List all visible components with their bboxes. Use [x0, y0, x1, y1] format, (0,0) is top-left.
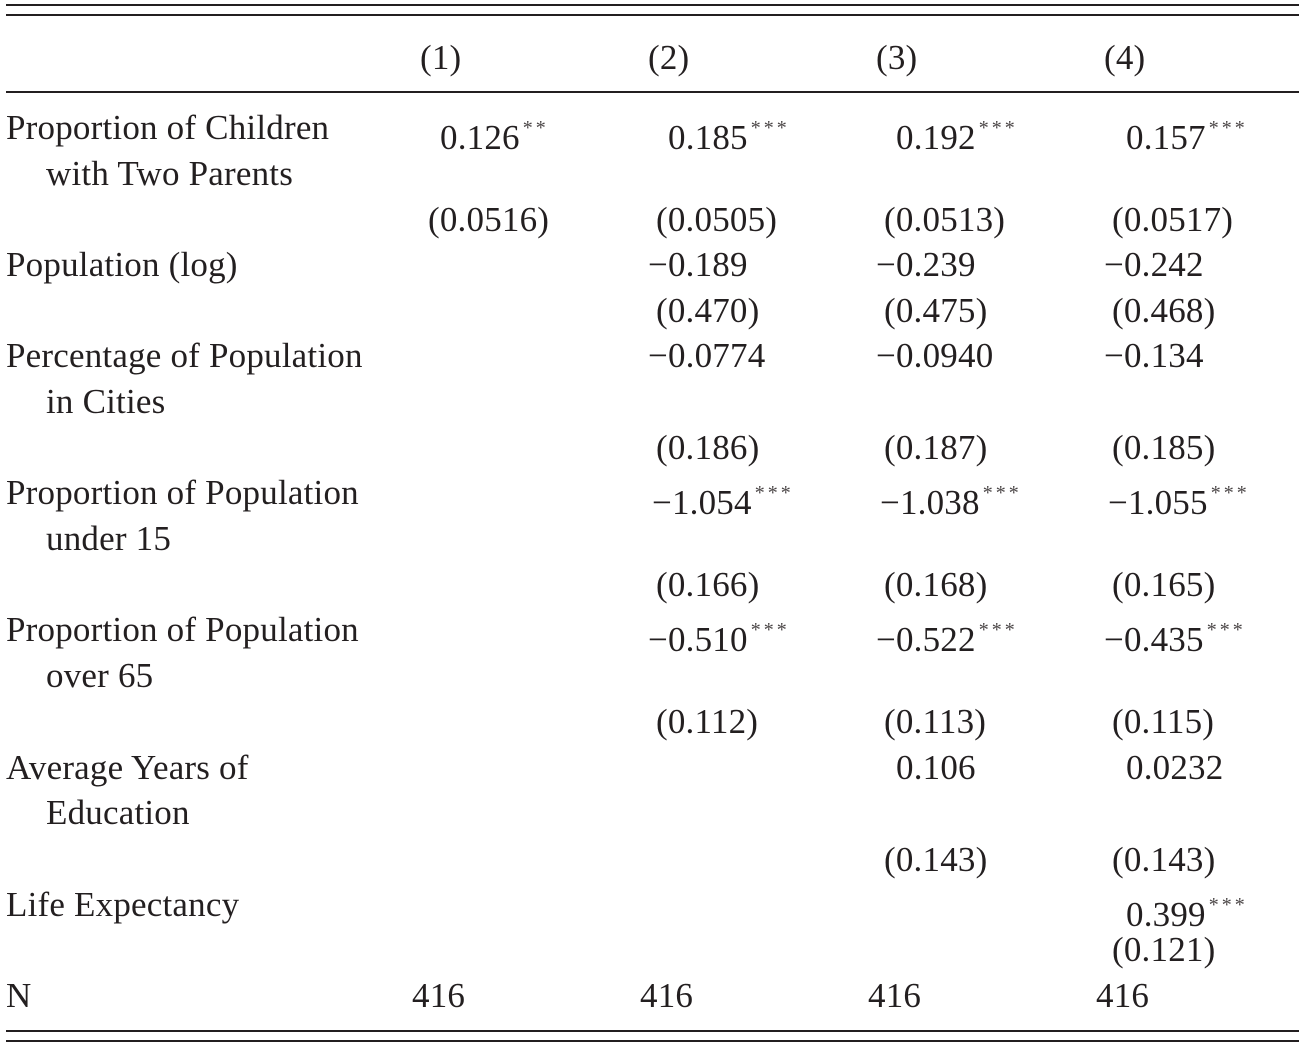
coef-cell: 0.192 ***	[896, 117, 1018, 157]
coef-cell: −1.038 ***	[880, 482, 1022, 522]
coef-cell: −0.239	[876, 245, 976, 284]
row-label: Population (log)	[6, 245, 238, 284]
row-label: N	[6, 976, 32, 1015]
n-cell: 416	[412, 976, 466, 1015]
n-cell: 416	[640, 976, 694, 1015]
top-rule-inner	[6, 14, 1299, 16]
se-cell: (0.0513)	[884, 200, 1006, 239]
significance-stars: ***	[754, 482, 794, 504]
coef-cell: −0.189	[648, 245, 748, 284]
significance-stars: ***	[978, 117, 1018, 139]
se-cell: (0.112)	[656, 702, 759, 741]
row-label-continued: over 65	[46, 656, 154, 695]
significance-stars: ***	[1210, 482, 1250, 504]
se-cell: (0.168)	[884, 565, 988, 604]
coef-cell: −0.242	[1104, 245, 1204, 284]
significance-stars: ***	[978, 619, 1018, 641]
se-cell: (0.113)	[884, 702, 987, 741]
coef-cell: −1.054 ***	[652, 482, 794, 522]
bottom-rule-outer	[6, 1040, 1299, 1042]
row-label: Average Years of	[6, 748, 249, 787]
row-label-continued: with Two Parents	[46, 154, 294, 193]
coef-cell: −0.0774	[648, 336, 766, 375]
significance-stars: ***	[1206, 619, 1246, 641]
coef-cell: 0.399 ***	[1126, 894, 1248, 934]
coef-cell: 0.0232	[1126, 748, 1224, 787]
row-label: Percentage of Population	[6, 336, 363, 375]
coef-cell: −0.510 ***	[648, 619, 790, 659]
row-label-continued: Education	[46, 793, 190, 832]
se-cell: (0.186)	[656, 428, 760, 467]
coef-cell: −1.055 ***	[1108, 482, 1250, 522]
coef-cell: −0.134	[1104, 336, 1204, 375]
row-label: Proportion of Children	[6, 108, 330, 147]
column-header-2: (2)	[648, 38, 690, 77]
top-rule-outer	[6, 4, 1299, 6]
row-label: Proportion of Population	[6, 610, 359, 649]
se-cell: (0.468)	[1112, 291, 1216, 330]
coef-cell: 0.126 **	[440, 117, 549, 157]
bottom-rule-inner	[6, 1030, 1299, 1032]
coef-cell: −0.435 ***	[1104, 619, 1246, 659]
se-cell: (0.166)	[656, 565, 760, 604]
significance-stars: ***	[1208, 117, 1248, 139]
se-cell: (0.143)	[884, 840, 988, 879]
row-label: Life Expectancy	[6, 885, 240, 924]
n-cell: 416	[1096, 976, 1150, 1015]
significance-stars: ***	[1208, 894, 1248, 916]
significance-stars: ***	[982, 482, 1022, 504]
row-label-continued: under 15	[46, 519, 172, 558]
coef-cell: 0.185 ***	[668, 117, 790, 157]
row-label: Proportion of Population	[6, 473, 359, 512]
significance-stars: ***	[750, 619, 790, 641]
coef-cell: −0.522 ***	[876, 619, 1018, 659]
coef-cell: 0.106	[896, 748, 976, 787]
header-rule	[6, 91, 1299, 93]
se-cell: (0.0516)	[428, 200, 550, 239]
se-cell: (0.0517)	[1112, 200, 1234, 239]
coef-cell: −0.0940	[876, 336, 994, 375]
se-cell: (0.165)	[1112, 565, 1216, 604]
se-cell: (0.0505)	[656, 200, 778, 239]
n-cell: 416	[868, 976, 922, 1015]
se-cell: (0.475)	[884, 291, 988, 330]
significance-stars: **	[522, 117, 549, 139]
se-cell: (0.187)	[884, 428, 988, 467]
se-cell: (0.185)	[1112, 428, 1216, 467]
se-cell: (0.121)	[1112, 930, 1216, 969]
column-header-3: (3)	[876, 38, 918, 77]
se-cell: (0.143)	[1112, 840, 1216, 879]
se-cell: (0.115)	[1112, 702, 1215, 741]
column-header-4: (4)	[1104, 38, 1146, 77]
row-label-continued: in Cities	[46, 382, 166, 421]
se-cell: (0.470)	[656, 291, 760, 330]
significance-stars: ***	[750, 117, 790, 139]
coef-cell: 0.157 ***	[1126, 117, 1248, 157]
column-header-1: (1)	[420, 38, 462, 77]
